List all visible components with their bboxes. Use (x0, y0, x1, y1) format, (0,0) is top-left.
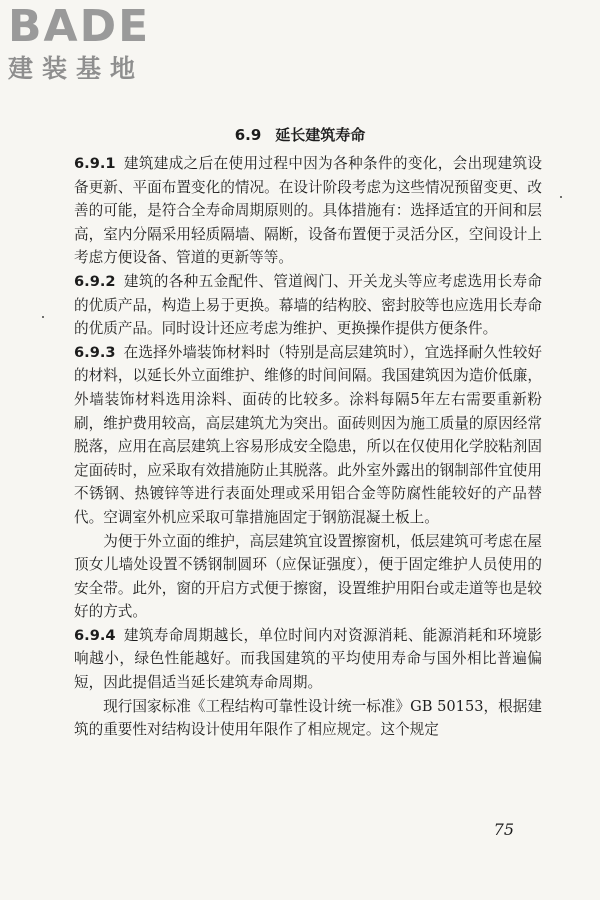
paragraph-text: 建筑建成之后在使用过程中因为各种条件的变化，会出现建筑设备更新、平面布置变化的情况。在设计阶段考虑为这些情况预留变更、改善的可能，是符合全寿命周期原则的。具体措施有：选择适宜的开间和层高，室内分隔采用轻质隔墙、隔断，设备布置便于灵活分区，空间设计上考虑方便设备、管道的更新等等。 (74, 155, 542, 267)
section-title: 延长建筑寿命 (275, 126, 366, 144)
paragraph-text: 在选择外墙装饰材料时（特别是高层建筑时），宜选择耐久性较好的材料，以延长外立面维护、维修的时间间隔。我国建筑因为造价低廉，外墙装饰材料选用涂料、面砖的比较多。涂料每隔5年左右需要重新粉刷，维护费用较高，高层建筑尤为突出。面砖则因为施工质量的原因经常脱落，应用在高层建筑上容易形成安全隐患，所以在仅使用化学胶粘剂固定面砖时，应采取有效措施防止其脱落。此外室外露出的钢制部件宜使用不锈钢、热镀锌等进行表面处理或采用铝合金等防腐性能较好的产品替代。空调室外机应采取可靠措施固定于钢筋混凝土板上。 (74, 343, 542, 526)
paragraph-window-cleaning (74, 530, 542, 624)
clause-number: 6.9.4 (74, 626, 116, 644)
logo-wordmark: BADE (8, 1, 151, 52)
paragraph-6-9-4 (74, 624, 542, 695)
logo-subtitle: 建装基地 (8, 54, 145, 83)
paragraph-text: 建筑寿命周期越长，单位时间内对资源消耗、能源消耗和环境影响越小，绿色性能越好。而我国建筑的平均使用寿命与国外相比普遍偏短，因此提倡适当延长建筑寿命周期。 (74, 626, 542, 692)
section-heading (0, 124, 600, 145)
section-number: 6.9 (234, 126, 262, 144)
bade-logo (8, 1, 151, 84)
paragraph-6-9-2 (74, 270, 542, 341)
scan-speck (560, 196, 562, 198)
scan-speck (42, 316, 44, 318)
clause-number: 6.9.3 (74, 343, 116, 361)
clause-number: 6.9.1 (74, 155, 116, 172)
clause-number: 6.9.2 (74, 272, 116, 290)
paragraph-text: 为便于外立面的维护，高层建筑宜设置擦窗机，低层建筑可考虑在屋顶女儿墙处设置不锈钢制圆环（应保证强度），便于固定维护人员使用的安全带。此外，窗的开启方式便于擦窗，设置维护用阳台或走道等也是较好的方式。 (74, 532, 542, 621)
paragraph-text: 建筑的各种五金配件、管道阀门、开关龙头等应考虑选用长寿命的优质产品，构造上易于更换。幕墙的结构胶、密封胶等也应选用长寿命的优质产品。同时设计还应考虑为维护、更换操作提供方便条件。 (74, 272, 542, 338)
paragraph-text: 现行国家标准《工程结构可靠性设计统一标准》GB 50153，根据建筑的重要性对结构设计使用年限作了相应规定。这个规定 (74, 697, 542, 739)
page-number: 75 (493, 820, 514, 839)
paragraph-6-9-1 (74, 152, 542, 270)
body-text (74, 152, 542, 742)
paragraph-standard (74, 695, 542, 742)
paragraph-6-9-3 (74, 341, 542, 530)
